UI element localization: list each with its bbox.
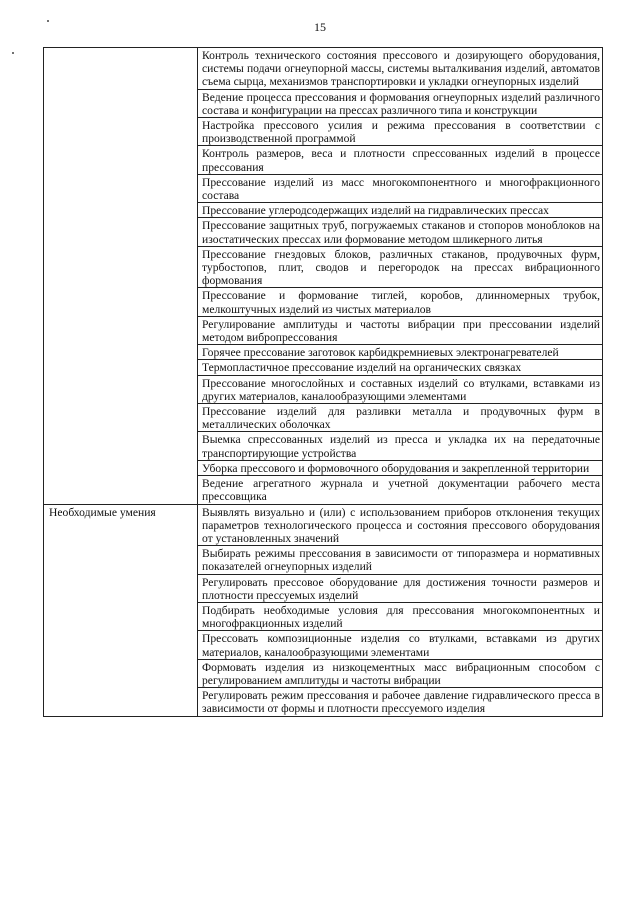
table-cell: Ведение агрегатного журнала и учетной документации рабочего места прессовщика [198,476,603,504]
section-label: Необходимые умения [44,504,198,716]
table-cell: Контроль размеров, веса и плотности спрессованных изделий в процессе прессования [198,146,603,174]
table-cell: Ведение процесса прессования и формования огнеупорных изделий различного состава и конфигурации на прессах различного типа и конструкции [198,89,603,117]
table-cell: Прессование гнездовых блоков, различных стаканов, продувочных фурм, турбостопов, плит, сводов и перегородок на прессах вибрационного формования [198,246,603,288]
table-cell: Прессование многослойных и составных изделий со втулками, вставками из других материалов, каналообразующими элементами [198,375,603,403]
table-cell: Контроль технического состояния прессового и дозирующего оборудования, системы подачи огнеупорной массы, системы выталкивания изделий, автоматов съема сырца, механизмов транспортировки и укладки огнеупорных изделий [198,48,603,90]
table-cell: Прессование и формование тиглей, коробов, длинномерных трубок, мелкоштучных изделий из чистых материалов [198,288,603,316]
scan-speck [12,52,14,54]
table-cell: Выявлять визуально и (или) с использованием приборов отклонения текущих параметров технологического процесса и состояния прессового оборудования от установленных значений [198,504,603,546]
table-cell: Выбирать режимы прессования в зависимости от типоразмера и нормативных показателей огнеупорных изделий [198,546,603,574]
table-cell: Прессование защитных труб, погружаемых стаканов и стопоров моноблоков на изостатических прессах или формование методом шликерного литья [198,218,603,246]
page-number: 15 [314,20,326,34]
section-label [44,48,198,505]
table-cell: Регулировать прессовое оборудование для достижения точности размеров и плотности прессуемых изделий [198,574,603,602]
scan-speck [47,20,49,22]
table-cell: Термопластичное прессование изделий на органических связках [198,360,603,375]
table-row [44,48,603,90]
table-row [44,504,603,546]
table-cell: Прессование изделий для разливки металла и продувочных фурм в металлических оболочках [198,404,603,432]
table-cell: Прессование углеродсодержащих изделий на гидравлических прессах [198,203,603,218]
table-cell: Регулировать режим прессования и рабочее давление гидравлического пресса в зависимости от формы и плотности прессуемого изделия [198,688,603,716]
table-cell: Формовать изделия из низкоцементных масс вибрационным способом с регулированием амплитуды и частоты вибрации [198,659,603,687]
table-cell: Уборка прессового и формовочного оборудования и закрепленной территории [198,460,603,475]
table-cell: Подбирать необходимые условия для прессования многокомпонентных и многофракционных изделий [198,602,603,630]
table-cell: Выемка спрессованных изделий из пресса и укладка их на передаточные транспортирующие устройства [198,432,603,460]
requirements-table [43,47,603,717]
table-cell: Прессование изделий из масс многокомпонентного и многофракционного состава [198,174,603,202]
table-cell: Настройка прессового усилия и режима прессования в соответствии с производственной программой [198,118,603,146]
table-cell: Прессовать композиционные изделия со втулками, вставками из других материалов, каналообразующими элементами [198,631,603,659]
table-cell: Горячее прессование заготовок карбидкремниевых электронагревателей [198,345,603,360]
table-cell: Регулирование амплитуды и частоты вибрации при прессовании изделий методом вибропрессования [198,316,603,344]
